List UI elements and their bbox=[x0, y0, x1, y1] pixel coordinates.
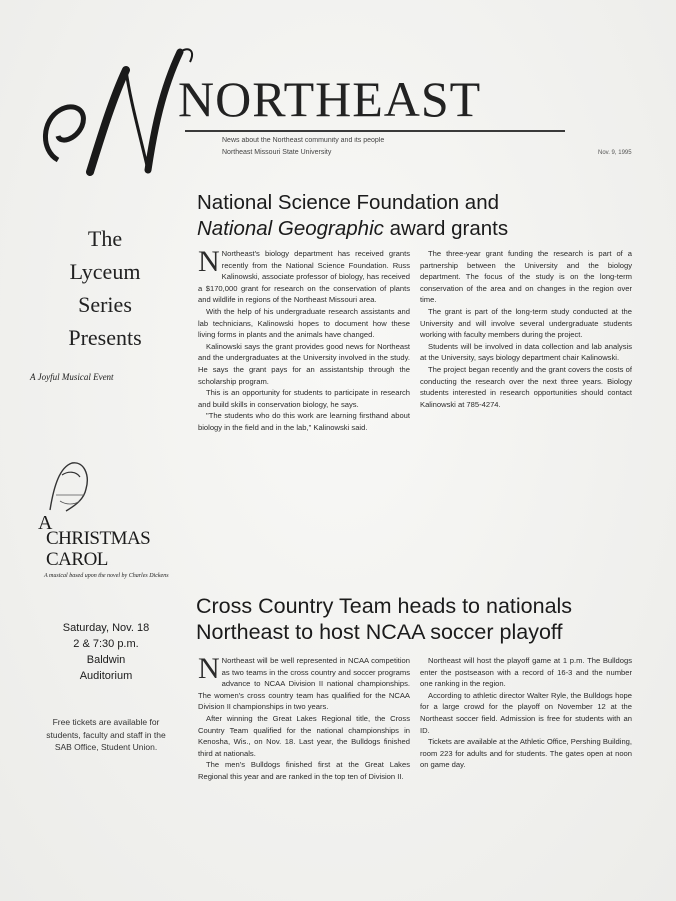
carol-title-carol: CAROL bbox=[46, 549, 108, 570]
event-venue-2: Auditorium bbox=[79, 670, 133, 682]
article1-headline-italic: National Geographic bbox=[197, 217, 384, 240]
article2-headline-2: Northeast to host NCAA soccer playoff bbox=[196, 620, 563, 644]
lyceum-line-3: Series bbox=[78, 292, 132, 317]
event-time: 2 & 7:30 p.m. bbox=[73, 638, 139, 650]
masthead-title: NORTHEAST bbox=[178, 71, 482, 127]
article2-paragraph: N Northeast will be well represented in NCAA competition as two teams in the cross country and soccer programs advance to NCAA Division II national championships. The women's cross country team has qualified for the NCAA Division II championships in two years. bbox=[198, 655, 410, 712]
article1-headline-part1: National Science Foundation and bbox=[197, 191, 500, 214]
article2-column-1 bbox=[198, 655, 410, 870]
drop-cap: N bbox=[198, 248, 220, 278]
article1-column-2 bbox=[420, 248, 632, 583]
script-n-logo-icon bbox=[30, 40, 200, 200]
article1-paragraph: Students will be involved in data collection and lab analysis at the University, says biology department chair Kalinowski. bbox=[420, 341, 632, 363]
article2-paragraph: Northeast will host the playoff game at 1 p.m. The Bulldogs enter the postseason with a record of 16-3 and the number one ranking in the region. bbox=[420, 656, 632, 689]
lyceum-script-tagline: A Joyful Musical Event bbox=[30, 372, 114, 382]
carol-credit: A musical based upon the novel by Charles Dickens bbox=[44, 573, 169, 579]
lyceum-line-1: The bbox=[87, 226, 123, 251]
event-details bbox=[44, 620, 168, 684]
lyceum-line-2: Lyceum bbox=[69, 259, 141, 284]
article1-paragraph: Kalinowski says the grant provides good news for Northeast and the undergraduates at the University involved in the study. He says the grant pays for an assistantship through the scholarship program. bbox=[198, 341, 410, 386]
scrooge-illustration-icon bbox=[40, 455, 100, 515]
issue-date: Nov. 9, 1995 bbox=[598, 150, 632, 156]
masthead-rule bbox=[185, 130, 565, 132]
article1-headline bbox=[197, 190, 508, 242]
article2-paragraph: According to athletic director Walter Ryle, the Bulldogs hope for a large crowd for the playoff on November 12 at the Northeast soccer field. Admission is free for students with an ID. bbox=[420, 690, 632, 735]
drop-cap: N bbox=[198, 655, 220, 685]
carol-title-christmas: CHRISTMAS bbox=[46, 528, 151, 549]
article2-column-2 bbox=[420, 655, 632, 870]
event-date: Saturday, Nov. 18 bbox=[62, 622, 150, 634]
lyceum-line-4: Presents bbox=[68, 325, 142, 350]
masthead-tagline: News about the Northeast community and its people bbox=[222, 137, 385, 144]
article1-paragraph: With the help of his undergraduate research assistants and lab technicians, Kalinowski hopes to document how these living forms in plants and the animals have changed. bbox=[198, 306, 410, 340]
article1-paragraph: The grant is part of the long-term study conducted at the University and will involve several undergraduate students working with faculty members during the project. bbox=[420, 306, 632, 340]
article2-paragraph: Tickets are available at the Athletic Office, Pershing Building, room 223 for adults and for students. The gates open at noon on game day. bbox=[420, 737, 632, 770]
article1-column-1 bbox=[198, 248, 410, 593]
article1-paragraph: N Northeast's biology department has received grants recently from the National Science Foundation. Russ Kalinowski, associate professor of biology, has received a $170,000 grant for research on the conservation of plants and wildlife in regions of the Northeast Missouri area. bbox=[198, 248, 410, 305]
article1-paragraph: "The students who do this work are learning firsthand about biology in the field and in the lab," Kalinowski said. bbox=[198, 411, 410, 432]
article2-paragraph: The men's Bulldogs finished first at the Great Lakes Regional this year and are ranked in the top ten of Division II. bbox=[198, 760, 410, 781]
ticket-info: Free tickets are available for students, faculty and staff in the SAB Office, Student Union. bbox=[46, 717, 166, 752]
event-venue: Baldwin bbox=[86, 654, 126, 666]
article2-headline-1: Cross Country Team heads to nationals bbox=[196, 594, 573, 618]
article1-paragraph: The project began recently and the grant covers the costs of conducting the research over the next three years. Biology students interested in research opportunities should contact Kalinowski at 785-4274. bbox=[420, 364, 632, 409]
article1-paragraph: This is an opportunity for students to participate in research and build skills in conservation biology, he says. bbox=[198, 388, 410, 409]
masthead-university: Northeast Missouri State University bbox=[222, 149, 332, 156]
carol-title-a: A bbox=[38, 512, 53, 534]
article1-headline-end: award grants bbox=[383, 217, 509, 240]
article1-paragraph: The three-year grant funding the research is part of a partnership between the University and the biology department. The focus of the study is on the long-term conservation of the area and on changes in the region over time. bbox=[420, 249, 632, 305]
article2-paragraph: After winning the Great Lakes Regional title, the Cross Country Team qualified for the national championships in Kenosha, Wis., on Nov. 18. Last year, the Bulldogs finished third at nationals. bbox=[198, 713, 410, 758]
lyceum-sidebar bbox=[30, 222, 180, 382]
